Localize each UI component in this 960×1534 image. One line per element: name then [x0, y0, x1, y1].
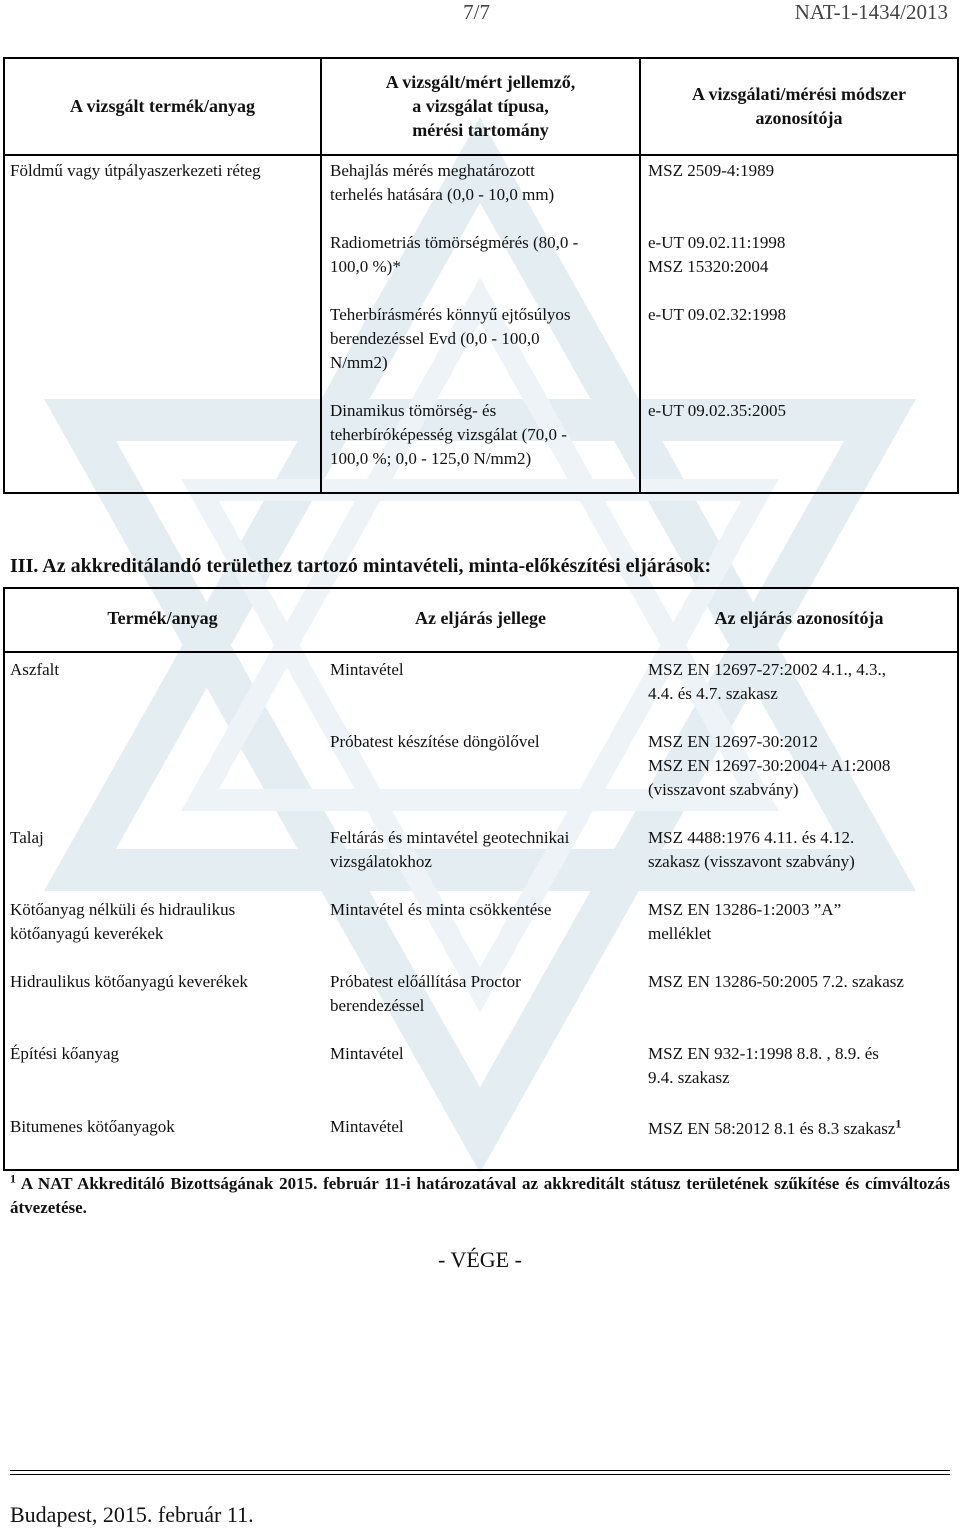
table2-row6-product: [10, 1042, 119, 1066]
table2-row1-procedure: [330, 658, 404, 682]
place-date: Budapest, 2015. február 11.: [10, 1502, 254, 1527]
cell-line: MSZ EN 12697-27:2002 4.1., 4.3.,: [648, 660, 886, 679]
table1-header-characteristic: [322, 70, 639, 142]
table2-row2-identifier: [648, 730, 890, 802]
cell-line: MSZ 4488:1976 4.11. és 4.12.: [648, 828, 855, 847]
cell-line: Feltárás és mintavétel geotechnikai: [330, 828, 570, 847]
table1-row4-characteristic: [330, 399, 567, 471]
table2-row1-product: [10, 658, 59, 682]
cell-line: MSZ EN 932-1:1998 8.8. , 8.9. és: [648, 1044, 879, 1063]
cell-line: (visszavont szabvány): [648, 780, 799, 799]
cell-line: Behajlás mérés meghatározott: [330, 161, 535, 180]
footer-rule: [10, 1474, 950, 1475]
cell-line: e-UT 09.02.32:1998: [648, 305, 787, 324]
header-line: A vizsgált/mért jellemző,: [385, 72, 576, 92]
table1-header-rule: [3, 154, 959, 156]
cell-line: MSZ 15320:2004: [648, 257, 769, 276]
cell-line: Talaj: [10, 828, 44, 847]
table2-row6-identifier: [648, 1042, 879, 1090]
cell-line: berendezéssel Evd (0,0 - 100,0: [330, 329, 540, 348]
cell-line: Mintavétel: [330, 1117, 404, 1136]
header-line: A vizsgálati/mérési módszer: [692, 84, 906, 104]
table1-row2-characteristic: [330, 231, 578, 279]
cell-line: Radiometriás tömörségmérés (80,0 -: [330, 233, 579, 252]
table2-row3-product: [10, 826, 44, 850]
table1-row1-characteristic: [330, 159, 554, 207]
cell-line: terhelés hatására (0,0 - 10,0 mm): [330, 185, 555, 204]
table2-row6-procedure: [330, 1042, 404, 1066]
cell-line: Bitumenes kötőanyagok: [10, 1117, 175, 1136]
cell-line: 100,0 %)*: [330, 257, 401, 276]
cell-line: 4.4. és 4.7. szakasz: [648, 684, 778, 703]
table2-row7-procedure: [330, 1115, 404, 1139]
cell-line: MSZ EN 13286-1:2003 ”A”: [648, 900, 842, 919]
cell-line: e-UT 09.02.35:2005: [648, 401, 787, 420]
table2-header-rule: [3, 651, 959, 653]
footnote-marker: 1: [10, 1171, 16, 1186]
cell-line: Próbatest előállítása Proctor: [330, 972, 521, 991]
cell-line: MSZ EN 12697-30:2012: [648, 732, 818, 751]
cell-line: e-UT 09.02.11:1998: [648, 233, 786, 252]
table1-header-product: A vizsgált termék/anyag: [70, 96, 255, 116]
table2-header-procedure: Az eljárás jellege: [415, 608, 546, 628]
cell-line: kötőanyagú keverékek: [10, 924, 164, 943]
cell-line: N/mm2): [330, 353, 388, 372]
footnote: [10, 1172, 950, 1220]
footnote-text: A NAT Akkreditáló Bizottságának 2015. február 11-i határozatával az akkreditált státusz területének szűkítése és címváltozás átvezetése.: [10, 1174, 950, 1217]
cell-line: berendezéssel: [330, 996, 425, 1015]
cell-line: MSZ EN 58:2012 8.1 és 8.3 szakasz: [648, 1119, 896, 1138]
cell-line: MSZ EN 13286-50:2005 7.2. szakasz: [648, 972, 904, 991]
cell-line: Próbatest készítése döngölővel: [330, 732, 540, 751]
cell-line: 9.4. szakasz: [648, 1068, 730, 1087]
table2-header-identifier: Az eljárás azonosítója: [714, 608, 884, 628]
table2-row4-procedure: [330, 898, 551, 922]
table2-row7-identifier: [648, 1117, 901, 1141]
table1-row4-method: [648, 399, 786, 423]
table2-row1-identifier: [648, 658, 886, 706]
cell-line: szakasz (visszavont szabvány): [648, 852, 855, 871]
table1-header-method: [641, 82, 957, 130]
table1-product: Földmű vagy útpályaszerkezeti réteg: [10, 161, 261, 180]
header-line: a vizsgálat típusa,: [412, 96, 549, 116]
cell-line: MSZ 2509-4:1989: [648, 161, 775, 180]
cell-line: MSZ EN 12697-30:2004+ A1:2008: [648, 756, 891, 775]
table2-row5-procedure: [330, 970, 521, 1018]
table2-row3-procedure: [330, 826, 569, 874]
end-mark: - VÉGE -: [438, 1247, 522, 1272]
table1-row2-method: [648, 231, 785, 279]
cell-line: Építési kőanyag: [10, 1044, 120, 1063]
document-id: NAT-1-1434/2013: [794, 0, 948, 24]
header-line: mérési tartomány: [412, 120, 549, 140]
table1-row1-method: [648, 159, 774, 183]
cell-line: Mintavétel: [330, 660, 404, 679]
page-number: 7/7: [463, 0, 490, 24]
table2-row2-procedure: [330, 730, 540, 754]
cell-line: Mintavétel: [330, 1044, 404, 1063]
table2-row4-identifier: [648, 898, 841, 946]
cell-line: Dinamikus tömörség- és: [330, 401, 497, 420]
table2-row4-product: [10, 898, 235, 946]
table2-row3-identifier: [648, 826, 855, 874]
table2-row5-product: [10, 970, 248, 994]
cell-line: melléklet: [648, 924, 712, 943]
cell-line: Aszfalt: [10, 660, 60, 679]
table1-row3-characteristic: [330, 303, 571, 375]
table2-row7-product: [10, 1115, 175, 1139]
cell-line: vizsgálatokhoz: [330, 852, 432, 871]
cell-line: 100,0 %; 0,0 - 125,0 N/mm2): [330, 449, 532, 468]
cell-line: teherbíróképesség vizsgálat (70,0 -: [330, 425, 567, 444]
table2-header-product: Termék/anyag: [107, 608, 218, 628]
cell-line: Teherbírásmérés könnyű ejtősúlyos: [330, 305, 571, 324]
footer-rule: [10, 1470, 950, 1471]
section-title: III. Az akkreditálandó területhez tartozó mintavételi, minta-előkészítési eljárások:: [10, 555, 712, 577]
table1-row3-method: [648, 303, 786, 327]
cell-line: Hidraulikus kötőanyagú keverékek: [10, 972, 248, 991]
cell-line: Mintavétel és minta csökkentése: [330, 900, 552, 919]
footnote-reference: 1: [895, 1116, 902, 1131]
header-line: azonosítója: [755, 108, 843, 128]
cell-line: Kötőanyag nélküli és hidraulikus: [10, 900, 236, 919]
table2-row5-identifier: [648, 970, 904, 994]
